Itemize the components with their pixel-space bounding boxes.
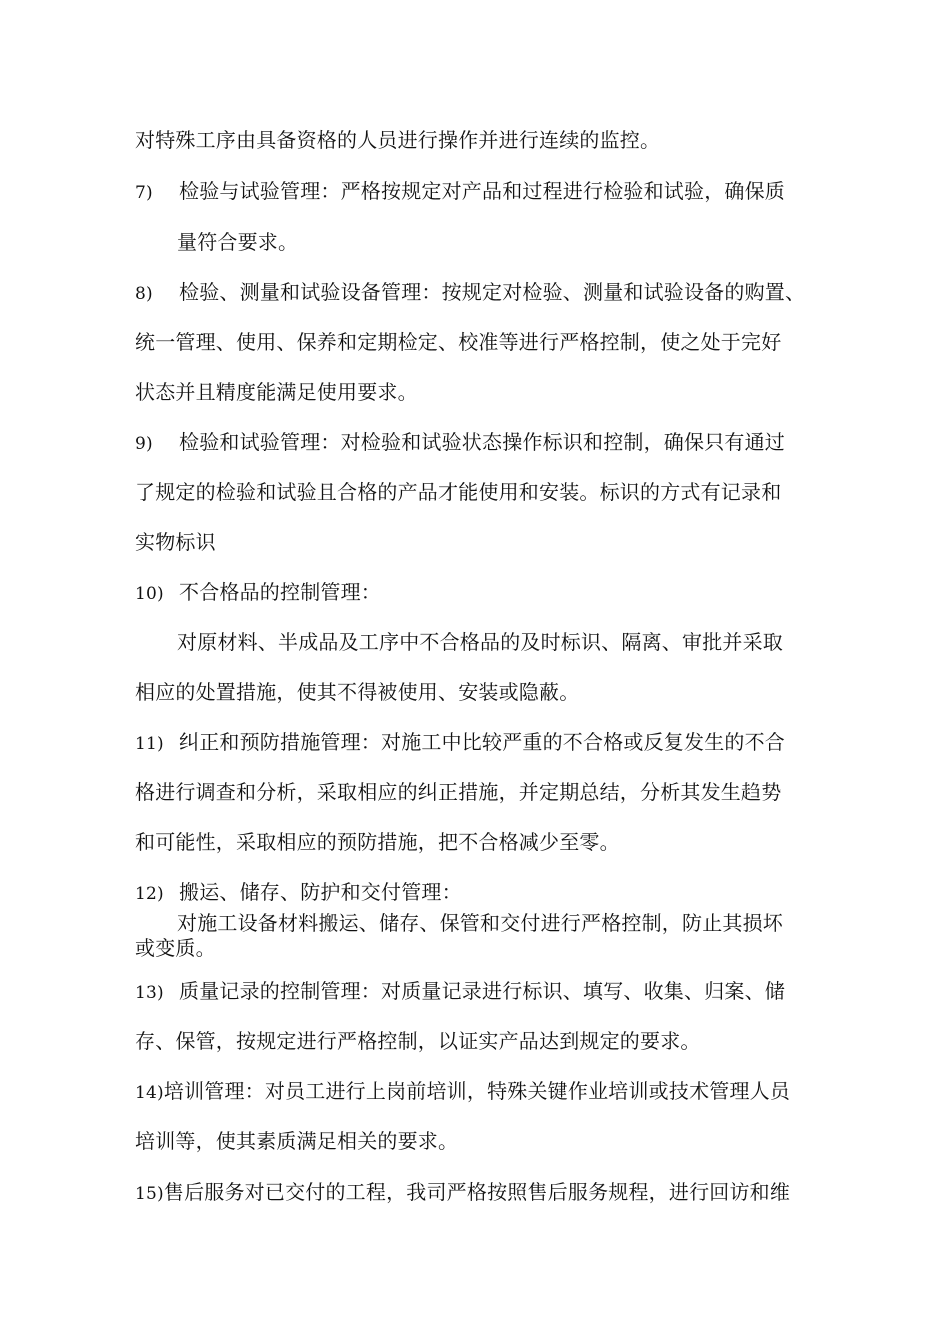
text-line: 或变质。: [135, 936, 216, 960]
item-number: 13): [135, 983, 164, 1003]
list-item-11: 11) 纠正和预防措施管理：对施工中比较严重的不合格或反复发生的不合: [135, 730, 785, 754]
list-item-15: 15)售后服务对已交付的工程，我司严格按照售后服务规程，进行回访和维: [135, 1180, 791, 1204]
text-line: 相应的处置措施，使其不得被使用、安装或隐蔽。: [135, 680, 580, 704]
text-line: 状态并且精度能满足使用要求。: [135, 380, 418, 404]
text-line: 实物标识: [135, 530, 216, 554]
text-line: 对施工设备材料搬运、储存、保管和交付进行严格控制，防止其损坏: [177, 911, 783, 935]
item-number: 11): [135, 734, 164, 754]
item-number: 14): [135, 1083, 164, 1103]
item-number: 7): [135, 183, 153, 203]
text-line: 量符合要求。: [177, 230, 299, 254]
list-item-7: 7) 检验与试验管理：严格按规定对产品和过程进行检验和试验，确保质: [135, 179, 785, 203]
item-number: 10): [135, 584, 164, 604]
list-item-8: 8) 检验、测量和试验设备管理：按规定对检验、测量和试验设备的购置、: [135, 280, 806, 304]
text-line: 格进行调查和分析，采取相应的纠正措施，并定期总结，分析其发生趋势: [135, 780, 782, 804]
text-line: 了规定的检验和试验且合格的产品才能使用和安装。标识的方式有记录和: [135, 480, 782, 504]
item-number: 8): [135, 284, 153, 304]
list-item-13: 13) 质量记录的控制管理：对质量记录进行标识、填写、收集、归案、储: [135, 979, 785, 1003]
list-item-14: 14)培训管理：对员工进行上岗前培训，特殊关键作业培训或技术管理人员: [135, 1079, 791, 1103]
list-item-12: 12) 搬运、储存、防护和交付管理：: [135, 880, 462, 904]
text-line: 对特殊工序由具备资格的人员进行操作并进行连续的监控。: [135, 128, 661, 152]
item-number: 12): [135, 884, 164, 904]
text-line: 统一管理、使用、保养和定期检定、校准等进行严格控制，使之处于完好: [135, 330, 782, 354]
list-item-9: 9) 检验和试验管理：对检验和试验状态操作标识和控制，确保只有通过: [135, 430, 785, 454]
item-number: 15): [135, 1184, 164, 1204]
item-number: 9): [135, 434, 153, 454]
text-line: 对原材料、半成品及工序中不合格品的及时标识、隔离、审批并采取: [177, 630, 783, 654]
text-line: 和可能性，采取相应的预防措施，把不合格减少至零。: [135, 830, 620, 854]
text-line: 培训等，使其素质满足相关的要求。: [135, 1129, 459, 1153]
list-item-10: 10) 不合格品的控制管理：: [135, 580, 381, 604]
text-line: 存、保管，按规定进行严格控制，以证实产品达到规定的要求。: [135, 1029, 701, 1053]
